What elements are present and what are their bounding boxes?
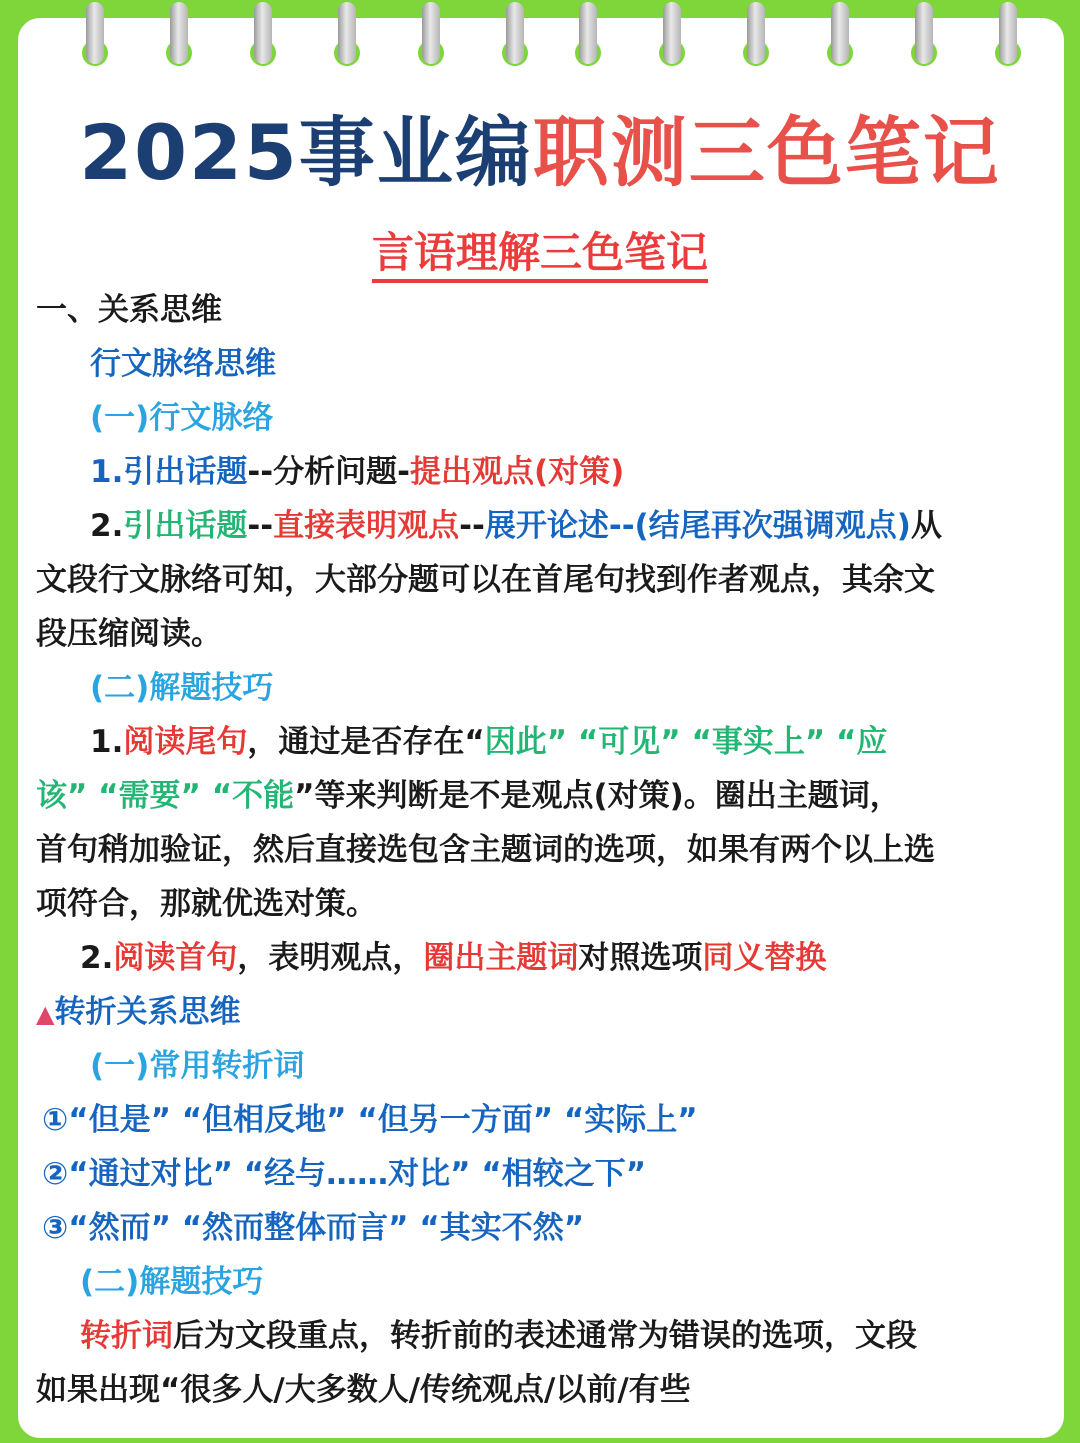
paragraph-line: 首句稍加验证，然后直接选包含主题词的选项，如果有两个以上选 xyxy=(36,832,935,868)
heading-context: (一)行文脉络 xyxy=(90,400,274,436)
turning-word-list-item: ①“但是” “但相反地” “但另一方面” “实际上” xyxy=(42,1102,698,1138)
title-part-red: 职测三色笔记 xyxy=(532,108,1001,197)
heading-context-thinking: 行文脉络思维 xyxy=(90,346,276,382)
paragraph-line: 项符合，那就优选对策。 xyxy=(36,886,377,922)
heading-relation-thinking: 一、关系思维 xyxy=(36,292,222,328)
paragraph-line: 段压缩阅读。 xyxy=(36,616,222,652)
turning-word-list-item: ③“然而” “然而整体而言” “其实不然” xyxy=(42,1210,585,1246)
technique-2-line: 2.阅读首句，表明观点，圈出主题词对照选项同义替换 xyxy=(80,940,827,976)
heading-turning-thinking: ▲转折关系思维 xyxy=(36,994,241,1030)
turning-word-list-item: ②“通过对比” “经与……对比” “相较之下” xyxy=(42,1156,647,1192)
title-part-navy: 2025事业编 xyxy=(79,108,533,197)
paragraph-line: 如果出现“很多人/大多数人/传统观点/以前/有些 xyxy=(36,1372,691,1408)
binder-rings xyxy=(0,0,1080,80)
context-step-1: 1.引出话题--分析问题-提出观点(对策) xyxy=(90,454,625,490)
context-step-2: 2.引出话题--直接表明观点--展开论述--(结尾再次强调观点)从 xyxy=(90,508,942,544)
section-subtitle: 言语理解三色笔记 xyxy=(0,220,1080,280)
page-title xyxy=(0,92,1080,201)
triangle-icon: ▲ xyxy=(36,1000,55,1028)
technique-1-line: 该” “需要” “不能”等来判断是不是观点(对策)。圈出主题词， xyxy=(36,778,901,814)
heading-technique-2: (二)解题技巧 xyxy=(80,1264,264,1300)
paragraph-line: 文段行文脉络可知，大部分题可以在首尾句找到作者观点，其余文 xyxy=(36,562,935,598)
heading-turning-words: (一)常用转折词 xyxy=(90,1048,305,1084)
paragraph-line: 转折词后为文段重点，转折前的表述通常为错误的选项，文段 xyxy=(80,1318,917,1354)
heading-technique-1: (二)解题技巧 xyxy=(90,670,274,706)
technique-1-line: 1.阅读尾句，通过是否存在“因此” “可见” “事实上” “应 xyxy=(90,724,888,760)
